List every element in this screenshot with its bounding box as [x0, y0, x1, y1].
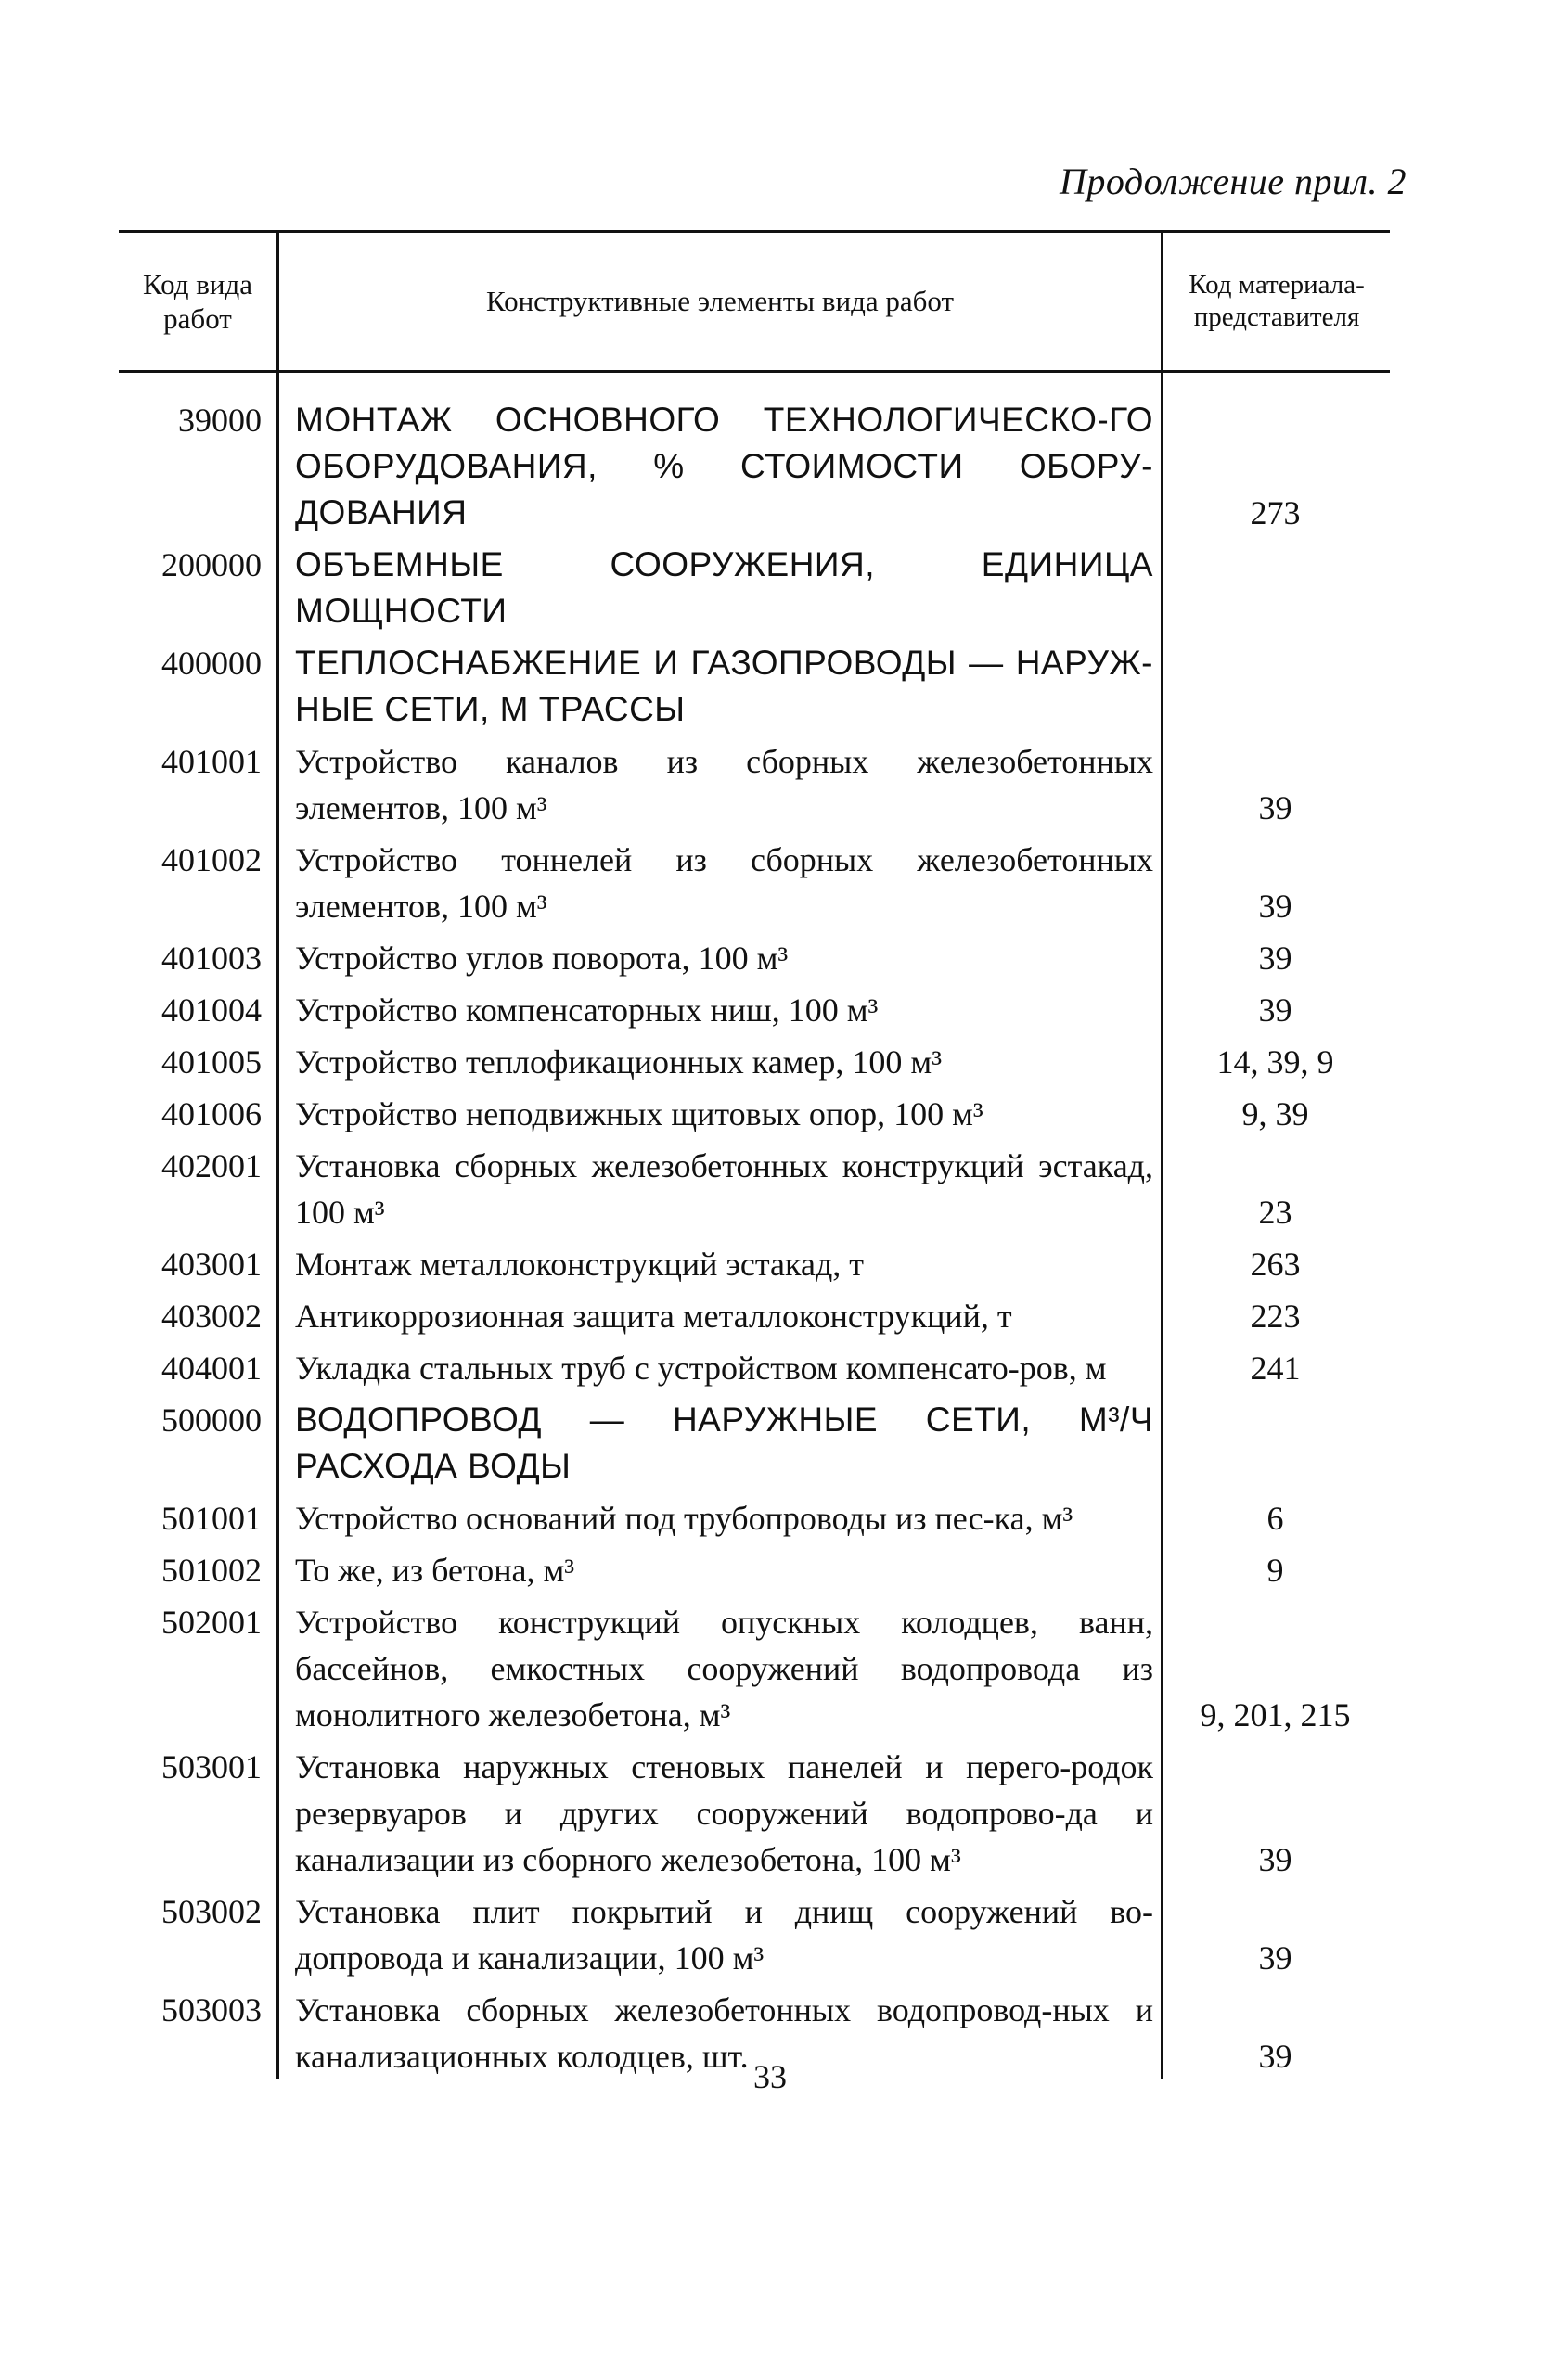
material-code-cell: 39	[1258, 1841, 1292, 1878]
element-description-cell: ТЕПЛОСНАБЖЕНИЕ И ГАЗОПРОВОДЫ — НАРУЖ-НЫЕ СЕТИ, М ТРАССЫ	[295, 644, 1153, 728]
table-row	[119, 640, 1390, 733]
material-code-cell: 39	[1258, 2038, 1292, 2075]
material-code-cell: 39	[1258, 888, 1292, 925]
element-description-cell: Антикоррозионная защита металлоконструкций, т	[295, 1298, 1012, 1335]
material-code-cell: 39	[1258, 992, 1292, 1029]
element-description-cell: Устройство тоннелей из сборных железобетонных элементов, 100 м³	[295, 841, 1153, 925]
element-description-cell: Установка плит покрытий и днищ сооружений во-допровода и канализации, 100 м³	[295, 1893, 1153, 1977]
work-code-cell: 503001	[161, 1748, 262, 1785]
header-material-code: Код материала-представителя	[1189, 270, 1365, 332]
work-code-cell: 403001	[161, 1246, 262, 1283]
table-row	[119, 397, 1390, 536]
work-code-cell: 402001	[161, 1147, 262, 1184]
material-code-cell: 223	[1250, 1298, 1301, 1335]
page-number-text: 33	[753, 2058, 787, 2095]
element-description-cell: Устройство оснований под трубопроводы из пес-ка, м³	[295, 1500, 1073, 1537]
work-code-cell: 200000	[161, 546, 262, 583]
work-code-cell: 401004	[161, 992, 262, 1029]
table-row	[119, 1039, 1390, 1085]
material-code-cell	[1161, 1397, 1390, 1490]
element-description-cell: Установка сборных железобетонных водопровод-ных и канализационных колодцев, шт.	[295, 1991, 1153, 2075]
continuation-note: Продолжение прил. 2	[1059, 160, 1407, 202]
table-header	[119, 230, 1390, 373]
element-description-cell: Установка сборных железобетонных конструкций эстакад, 100 м³	[295, 1147, 1153, 1231]
table-row	[119, 837, 1390, 929]
table-row	[119, 1091, 1390, 1137]
table-row	[119, 1397, 1390, 1490]
material-code-cell: 39	[1258, 1939, 1292, 1977]
table-row	[119, 935, 1390, 981]
element-description-cell: Устройство конструкций опускных колодцев, ванн, бассейнов, емкостных сооружений водопровода из монолитного железобетона, м³	[295, 1604, 1153, 1734]
header-work-code: Код вида работ	[142, 267, 253, 335]
table-row	[119, 1143, 1390, 1235]
work-code-cell: 501001	[161, 1500, 262, 1537]
element-description-cell: Устройство каналов из сборных железобетонных элементов, 100 м³	[295, 743, 1153, 826]
element-description-cell: Устройство неподвижных щитовых опор, 100 м³	[295, 1095, 983, 1132]
work-code-cell: 401002	[161, 841, 262, 878]
work-code-cell: 500000	[161, 1401, 262, 1439]
table-body	[119, 373, 1390, 2079]
table-row	[119, 1888, 1390, 1981]
element-description-cell: Установка наружных стеновых панелей и перего-родок резервуаров и других сооружений водопрово-да и канализации из сборного железобетона, 100 м³	[295, 1748, 1153, 1878]
table-row	[119, 542, 1390, 634]
table-row	[119, 1547, 1390, 1593]
material-code-cell: 14, 39, 9	[1216, 1043, 1334, 1081]
work-code-cell: 503003	[161, 1991, 262, 2028]
element-description-cell: МОНТАЖ ОСНОВНОГО ТЕХНОЛОГИЧЕСКО-ГО ОБОРУДОВАНИЯ, % СТОИМОСТИ ОБОРУ-ДОВАНИЯ	[295, 401, 1153, 531]
material-code-cell: 39	[1258, 940, 1292, 977]
material-code-cell: 9, 201, 215	[1200, 1696, 1351, 1734]
element-description-cell: ВОДОПРОВОД — НАРУЖНЫЕ СЕТИ, М³/Ч РАСХОДА ВОДЫ	[295, 1401, 1153, 1485]
element-description-cell: ОБЪЕМНЫЕ СООРУЖЕНИЯ, ЕДИНИЦА МОЩНОСТИ	[295, 545, 1153, 630]
work-code-cell: 401006	[161, 1095, 262, 1132]
material-code-cell: 9, 39	[1241, 1095, 1309, 1132]
element-description-cell: То же, из бетона, м³	[295, 1552, 575, 1589]
material-code-cell	[1161, 542, 1390, 634]
element-description-cell: Монтаж металлоконструкций эстакад, т	[295, 1246, 865, 1283]
work-code-cell: 502001	[161, 1604, 262, 1641]
element-description-cell: Укладка стальных труб с устройством компенсато-ров, м	[295, 1350, 1107, 1387]
table-row	[119, 738, 1390, 831]
table-row	[119, 987, 1390, 1033]
material-code-cell: 273	[1250, 494, 1301, 531]
table-row	[119, 1241, 1390, 1287]
table-row	[119, 1345, 1390, 1391]
work-codes-table	[119, 230, 1390, 2079]
page-number	[0, 2057, 1555, 2096]
table-row	[119, 1744, 1390, 1883]
element-description-cell: Устройство углов поворота, 100 м³	[295, 940, 789, 977]
work-code-cell: 404001	[161, 1350, 262, 1387]
table-row	[119, 1293, 1390, 1339]
material-code-cell: 23	[1258, 1194, 1292, 1231]
header-elements: Конструктивные элементы вида работ	[276, 233, 1163, 370]
work-code-cell: 401001	[161, 743, 262, 780]
element-description-cell: Устройство теплофикационных камер, 100 м³	[295, 1043, 943, 1081]
work-code-cell: 501002	[161, 1552, 262, 1589]
work-code-cell: 400000	[161, 645, 262, 682]
table-row	[119, 1495, 1390, 1542]
material-code-cell: 263	[1250, 1246, 1301, 1283]
work-code-cell: 503002	[161, 1893, 262, 1930]
material-code-cell: 39	[1258, 789, 1292, 826]
work-code-cell: 403002	[161, 1298, 262, 1335]
work-code-cell: 401003	[161, 940, 262, 977]
material-code-cell	[1161, 640, 1390, 733]
material-code-cell: 6	[1266, 1500, 1284, 1537]
material-code-cell: 9	[1266, 1552, 1284, 1589]
element-description-cell: Устройство компенсаторных ниш, 100 м³	[295, 992, 879, 1029]
table-row	[119, 1599, 1390, 1738]
work-code-cell: 401005	[161, 1043, 262, 1081]
material-code-cell: 241	[1250, 1350, 1301, 1387]
work-code-cell: 39000	[178, 402, 262, 439]
